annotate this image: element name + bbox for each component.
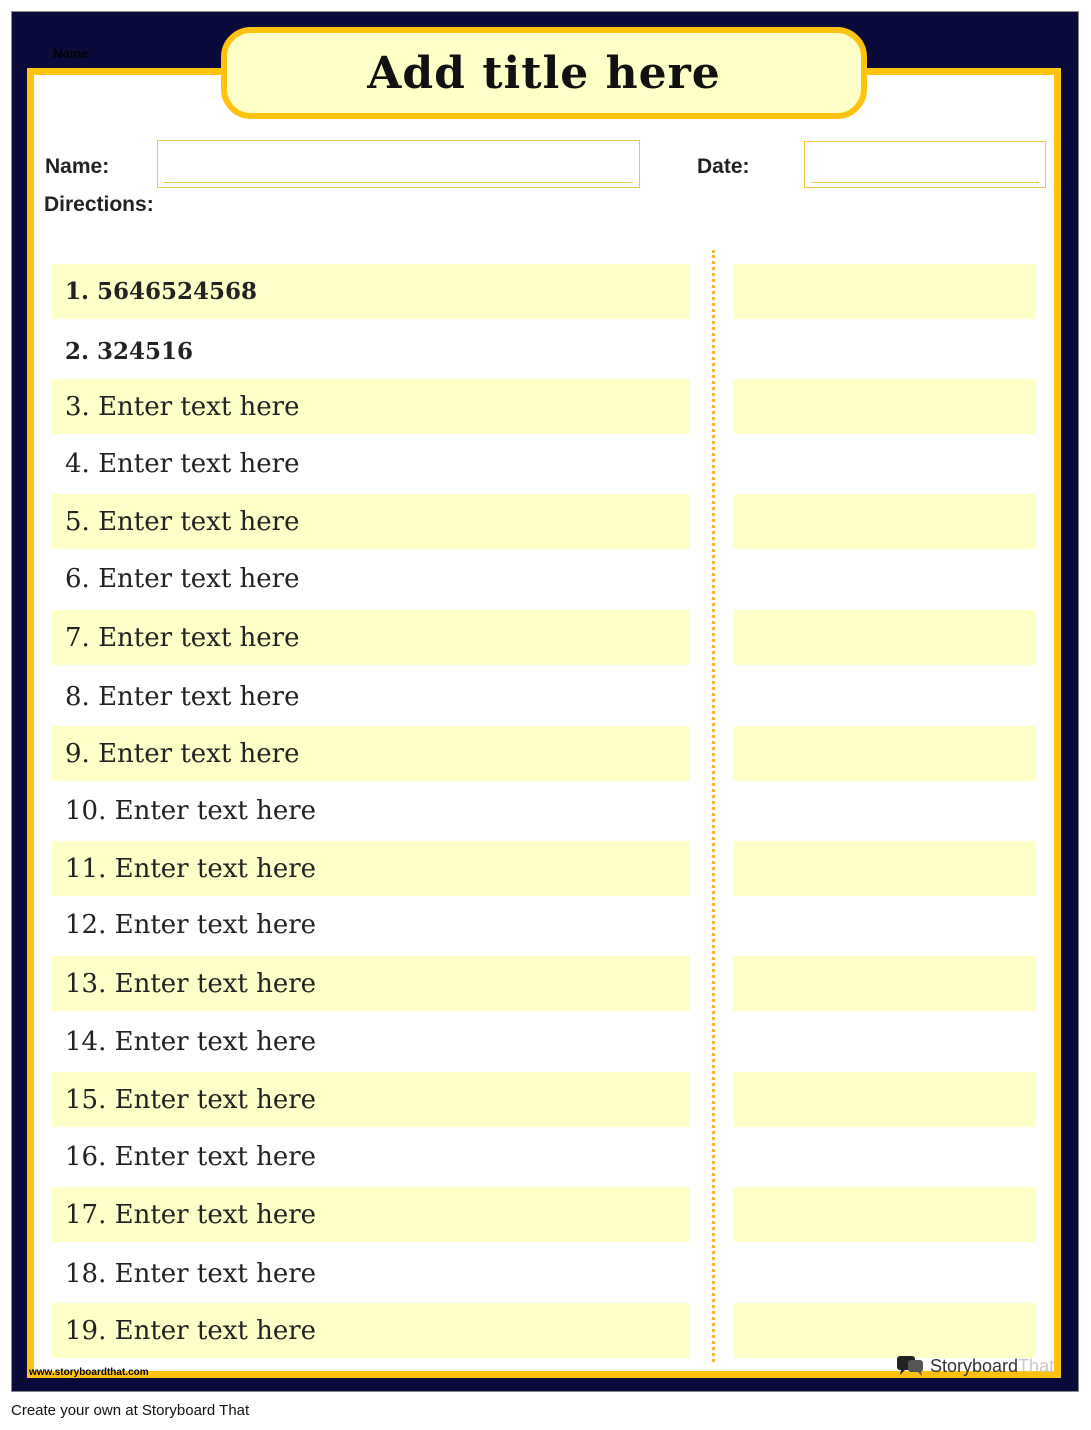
answer-box[interactable] — [733, 726, 1036, 781]
question-text[interactable]: 7. Enter text here — [65, 622, 300, 653]
question-row[interactable] — [52, 436, 690, 491]
question-row[interactable] — [52, 494, 690, 549]
question-row[interactable] — [52, 324, 690, 379]
small-name-label: Name — [53, 46, 89, 61]
brand-name-light: That — [1018, 1355, 1055, 1376]
page-title[interactable]: Add title here — [367, 47, 721, 99]
question-row[interactable] — [52, 956, 690, 1011]
question-text[interactable]: 4. Enter text here — [65, 448, 300, 479]
question-row[interactable] — [52, 1014, 690, 1069]
question-row[interactable] — [52, 841, 690, 896]
answer-box[interactable] — [733, 956, 1036, 1011]
column-divider — [712, 250, 715, 1362]
question-row[interactable] — [52, 1187, 690, 1242]
name-field-underline — [164, 182, 633, 183]
question-text[interactable]: 6. Enter text here — [65, 563, 300, 594]
date-field[interactable] — [804, 141, 1046, 188]
question-text[interactable]: 18. Enter text here — [65, 1258, 317, 1289]
question-text[interactable]: 10. Enter text here — [65, 795, 317, 826]
question-row[interactable] — [52, 1303, 690, 1358]
name-field[interactable] — [157, 140, 640, 188]
answer-box[interactable] — [733, 610, 1036, 665]
question-text[interactable]: 12. Enter text here — [65, 909, 317, 940]
question-row[interactable] — [52, 669, 690, 724]
question-text[interactable]: 16. Enter text here — [65, 1141, 317, 1172]
question-text[interactable]: 19. Enter text here — [65, 1315, 317, 1346]
date-field-underline — [811, 182, 1039, 183]
speech-bubble-icon — [896, 1355, 924, 1377]
brand-name-dark: Storyboard — [930, 1355, 1019, 1376]
answer-box[interactable] — [733, 264, 1036, 319]
answer-box[interactable] — [733, 841, 1036, 896]
question-row[interactable] — [52, 783, 690, 838]
question-text[interactable]: 1. 5646524568 — [65, 278, 258, 305]
question-text[interactable]: 3. Enter text here — [65, 391, 300, 422]
directions-label: Directions: — [44, 193, 154, 216]
answer-box[interactable] — [733, 1303, 1036, 1358]
answer-box[interactable] — [733, 494, 1036, 549]
question-text[interactable]: 11. Enter text here — [65, 853, 317, 884]
question-row[interactable] — [52, 726, 690, 781]
answer-box[interactable] — [733, 1072, 1036, 1127]
question-row[interactable] — [52, 1072, 690, 1127]
question-text[interactable]: 14. Enter text here — [65, 1026, 317, 1057]
question-row[interactable] — [52, 897, 690, 952]
question-text[interactable]: 17. Enter text here — [65, 1199, 317, 1230]
site-url: www.storyboardthat.com — [29, 1367, 149, 1378]
question-text[interactable]: 9. Enter text here — [65, 738, 300, 769]
title-banner[interactable] — [221, 27, 867, 119]
answer-box[interactable] — [733, 1187, 1036, 1242]
date-label: Date: — [697, 155, 750, 178]
question-text[interactable]: 8. Enter text here — [65, 681, 300, 712]
answer-box[interactable] — [733, 379, 1036, 434]
storyboardthat-logo — [896, 1355, 1054, 1377]
question-text[interactable]: 15. Enter text here — [65, 1084, 317, 1115]
question-text[interactable]: 5. Enter text here — [65, 506, 300, 537]
question-row[interactable] — [52, 264, 690, 319]
question-row[interactable] — [52, 1129, 690, 1184]
question-row[interactable] — [52, 379, 690, 434]
name-label: Name: — [45, 155, 110, 178]
question-row[interactable] — [52, 610, 690, 665]
question-row[interactable] — [52, 551, 690, 606]
question-text[interactable]: 13. Enter text here — [65, 968, 317, 999]
question-text[interactable]: 2. 324516 — [65, 338, 194, 365]
question-row[interactable] — [52, 1246, 690, 1301]
brand-name — [930, 1356, 1054, 1377]
footer-caption: Create your own at Storyboard That — [11, 1402, 250, 1419]
